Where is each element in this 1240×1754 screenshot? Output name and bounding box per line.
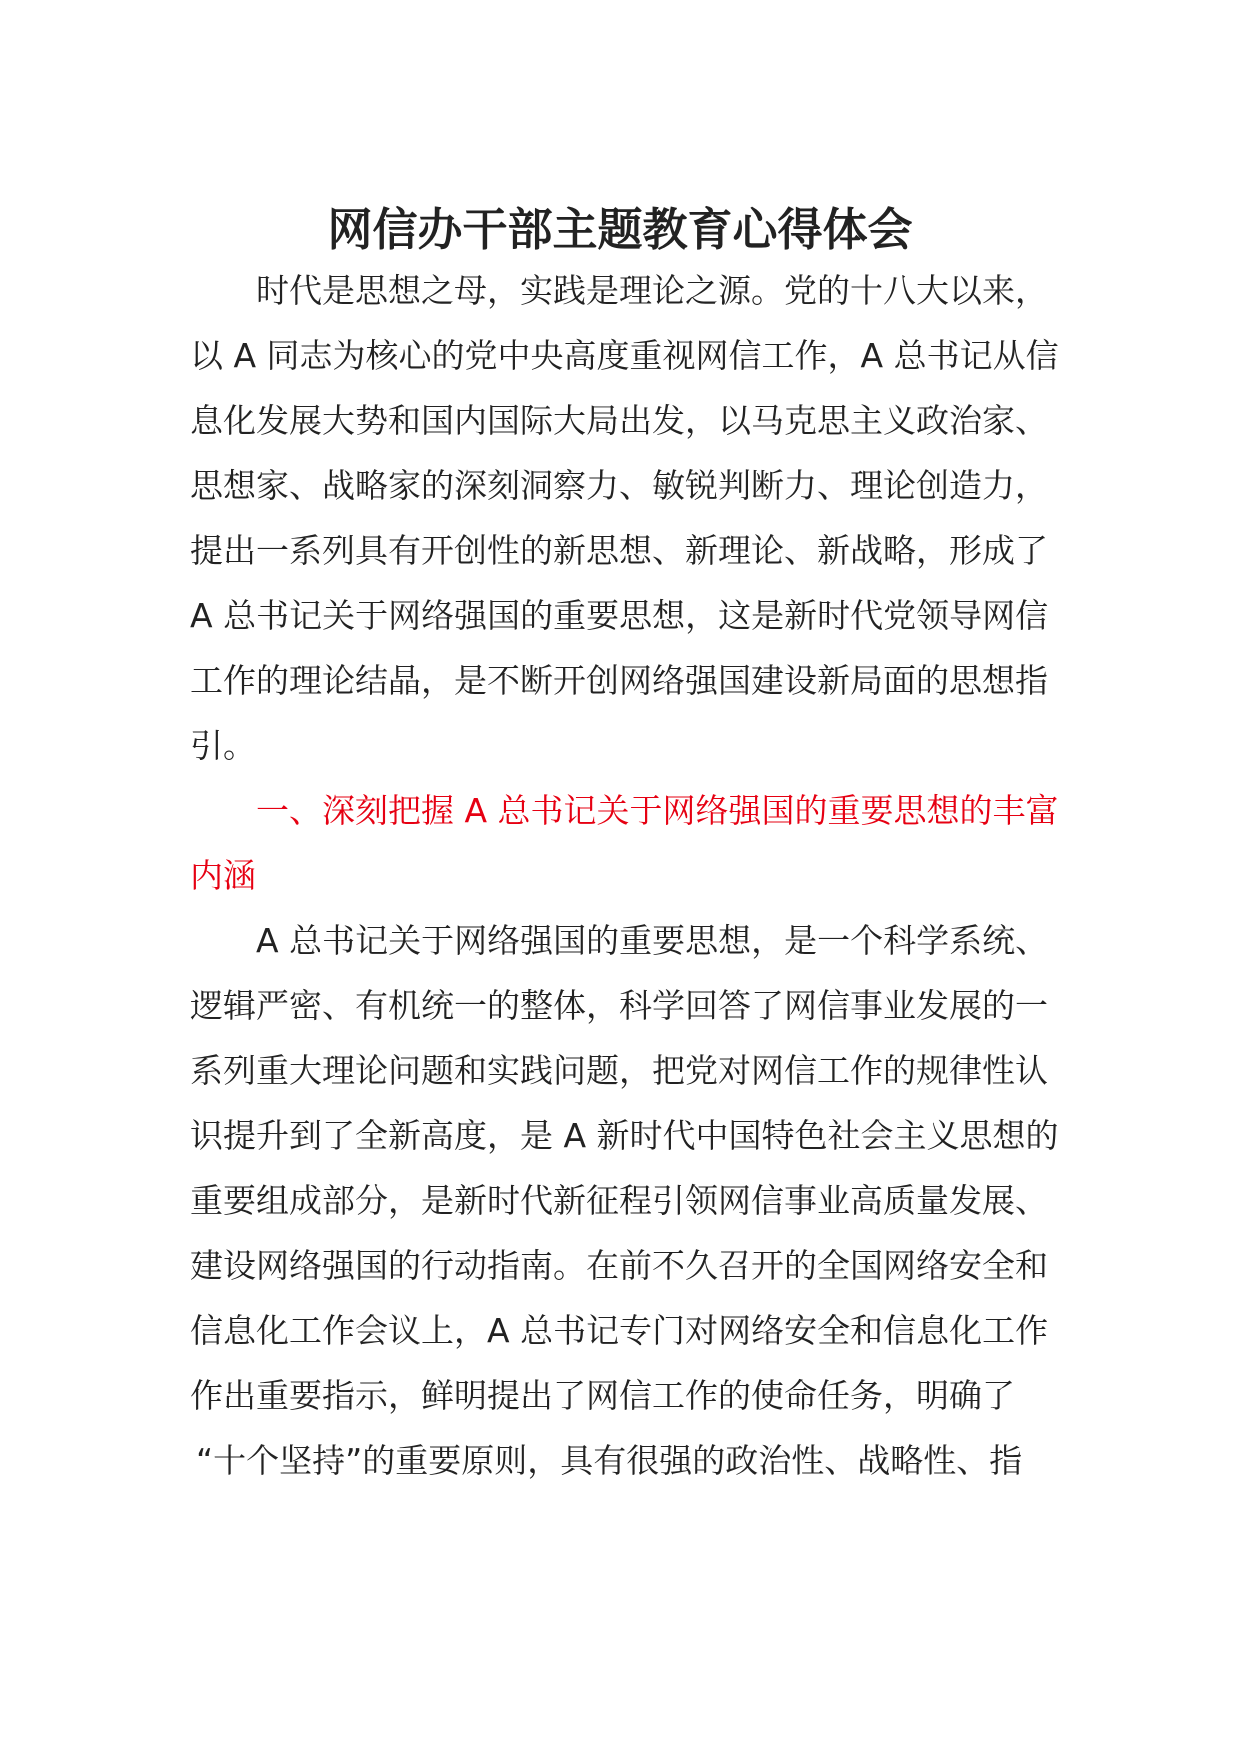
- paragraph-2-line-7: 信息化工作会议上，A 总书记专门对网络安全和信息化工作: [190, 1311, 1049, 1350]
- paragraph-2-line-5: 重要组成部分，是新时代新征程引领网信事业高质量发展、: [190, 1181, 1048, 1220]
- paragraph-1-line-2: 以 A 同志为核心的党中央高度重视网信工作，A 总书记从信: [190, 336, 1059, 375]
- section-heading-line-2: 内涵: [190, 856, 256, 895]
- paragraph-1-line-7: 工作的理论结晶，是不断开创网络强国建设新局面的思想指: [190, 661, 1048, 700]
- paragraph-1-line-8: 引。: [190, 726, 256, 765]
- paragraph-1-line-3: 息化发展大势和国内国际大局出发，以马克思主义政治家、: [190, 401, 1048, 440]
- section-heading-line-1: 一、深刻把握 A 总书记关于网络强国的重要思想的丰富: [256, 791, 1059, 830]
- paragraph-2-line-1: A 总书记关于网络强国的重要思想，是一个科学系统、: [256, 921, 1049, 960]
- paragraph-2-line-6: 建设网络强国的行动指南。在前不久召开的全国网络安全和: [190, 1246, 1048, 1285]
- paragraph-2-line-4: 识提升到了全新高度，是 A 新时代中国特色社会主义思想的: [190, 1116, 1059, 1155]
- document-title: 网信办干部主题教育心得体会: [327, 203, 913, 256]
- paragraph-1-line-4: 思想家、战略家的深刻洞察力、敏锐判断力、理论创造力，: [190, 466, 1048, 505]
- paragraph-2-line-3: 系列重大理论问题和实践问题，把党对网信工作的规律性认: [190, 1051, 1048, 1090]
- paragraph-1-line-1: 时代是思想之母，实践是理论之源。党的十八大以来，: [256, 271, 1048, 310]
- paragraph-2-line-2: 逻辑严密、有机统一的整体，科学回答了网信事业发展的一: [190, 986, 1048, 1025]
- paragraph-2-line-9: “十个坚持”的重要原则，具有很强的政治性、战略性、指: [196, 1441, 1023, 1480]
- paragraph-1-line-6: A 总书记关于网络强国的重要思想，这是新时代党领导网信: [190, 596, 1049, 635]
- paragraph-1-line-5: 提出一系列具有开创性的新思想、新理论、新战略，形成了: [190, 531, 1048, 570]
- paragraph-2-line-8: 作出重要指示，鲜明提出了网信工作的使命任务，明确了: [190, 1376, 1015, 1415]
